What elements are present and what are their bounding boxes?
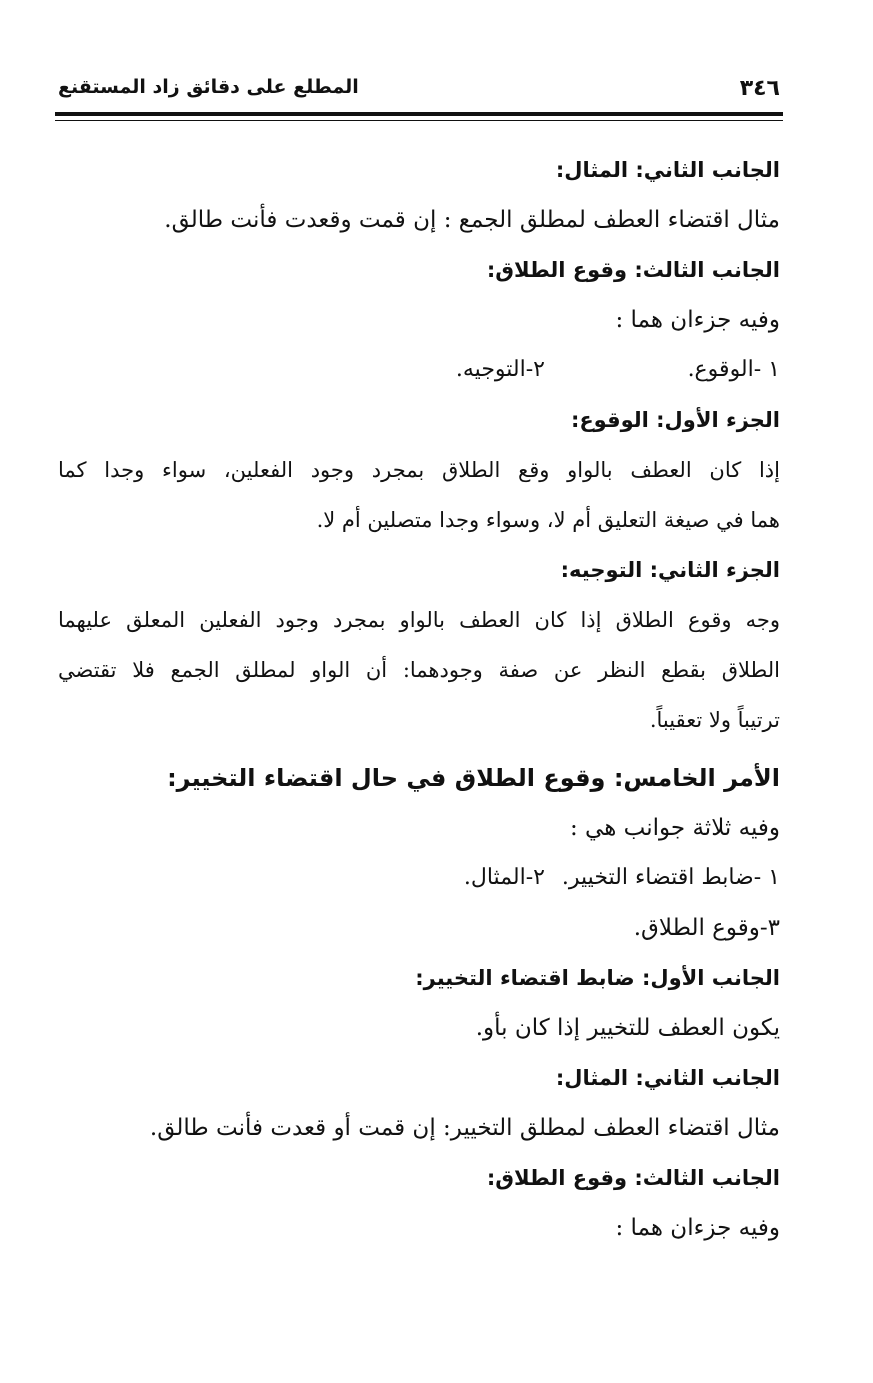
running-title: المطلع على دقائق زاد المستقنع <box>58 76 359 98</box>
enumerated-list <box>58 853 780 903</box>
paragraph-intro: وفيه جزءان هما : <box>615 1215 780 1241</box>
paragraph-line: إذا كان العطف بالواو وقع الطلاق بمجرد وجود الفعلين، سواء وجدا كما <box>58 458 780 482</box>
enumerated-list <box>58 345 780 395</box>
page-number: ٣٤٦ <box>739 76 780 101</box>
subheading-criterion: الجانب الأول: ضابط اقتضاء التخيير: <box>415 966 780 990</box>
page-body <box>58 145 780 1253</box>
subheading-occurrence: الجانب الثالث: وقوع الطلاق: <box>486 258 780 282</box>
subheading-occurrence: الجانب الثالث: وقوع الطلاق: <box>486 1166 780 1190</box>
section-heading: الأمر الخامس: وقوع الطلاق في حال اقتضاء التخيير: <box>167 764 780 792</box>
list-item: ٢-التوجيه. <box>455 357 545 382</box>
paragraph-intro: وفيه ثلاثة جوانب هي : <box>570 815 780 841</box>
list-item: ١ -الوقوع. <box>687 357 780 382</box>
paragraph-example: مثال اقتضاء العطف لمطلق الجمع : إن قمت وقعدت فأنت طالق. <box>164 207 780 233</box>
subheading-part-one: الجزء الأول: الوقوع: <box>570 408 780 432</box>
paragraph-line: ترتيباً ولا تعقيباً. <box>649 708 780 732</box>
list-item: ٢-المثال. <box>463 865 545 890</box>
paragraph-line: هما في صيغة التعليق أم لا، وسواء وجدا متصلين أم لا. <box>316 508 780 532</box>
subheading-part-two: الجزء الثاني: التوجيه: <box>560 558 780 582</box>
subheading-example: الجانب الثاني: المثال: <box>555 1066 780 1090</box>
paragraph-example: مثال اقتضاء العطف لمطلق التخيير: إن قمت أو قعدت فأنت طالق. <box>149 1115 780 1141</box>
header-rule-thin <box>55 120 783 121</box>
header-rule-thick <box>55 112 783 116</box>
paragraph-line: الطلاق بقطع النظر عن صفة وجودهما: أن الواو لمطلق الجمع فلا تقتضي <box>58 658 780 682</box>
paragraph-intro: وفيه جزءان هما : <box>615 307 780 333</box>
subheading-example: الجانب الثاني: المثال: <box>555 158 780 182</box>
list-item: ٣-وقوع الطلاق. <box>633 915 780 941</box>
list-item: ١ -ضابط اقتضاء التخيير. <box>561 865 780 890</box>
paragraph-line: وجه وقوع الطلاق إذا كان العطف بالواو بمجرد وجود الفعلين المعلق عليهما <box>58 608 780 632</box>
paragraph-criterion: يكون العطف للتخيير إذا كان بأو. <box>475 1015 780 1041</box>
page-header <box>58 68 780 108</box>
